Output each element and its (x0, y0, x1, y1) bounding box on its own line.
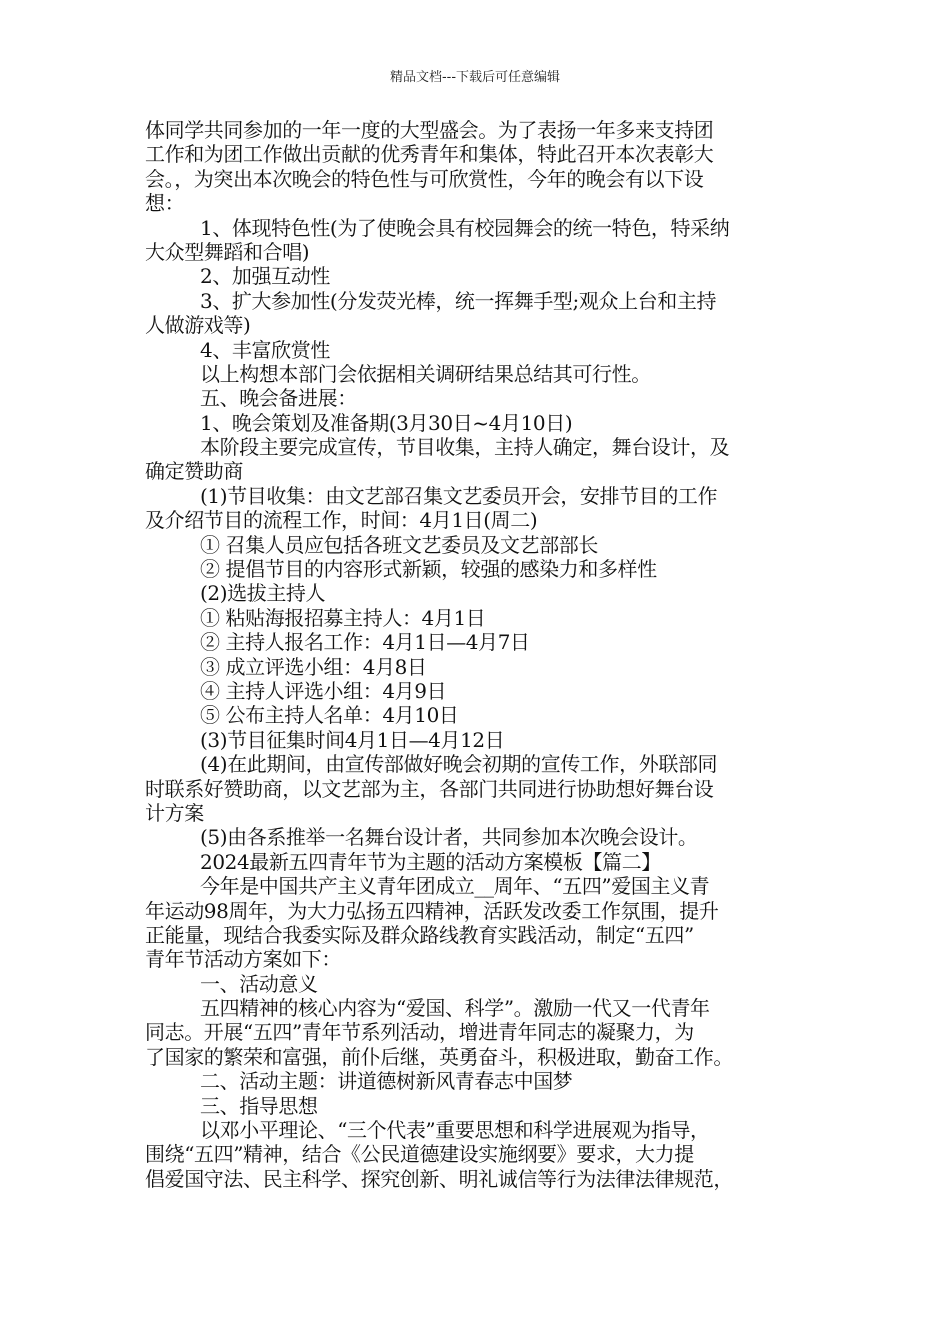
text-line: 3、扩大参加性(分发荧光棒，统一挥舞手型;观众上台和主持 (200, 288, 717, 313)
text-line: 一、活动意义 (200, 971, 318, 996)
text-line: 二、活动主题：讲道德树新风青春志中国梦 (200, 1069, 573, 1094)
text-line: 围绕“五四”精神，结合《公民道德建设实施纲要》要求，大力提 (145, 1142, 694, 1167)
text-line: (4)在此期间，由宣传部做好晚会初期的宣传工作，外联部同 (200, 752, 718, 777)
text-line: (1)节目收集：由文艺部召集文艺委员开会，安排节目的工作 (200, 483, 718, 508)
text-line: 以上构想本部门会依据相关调研结果总结其可行性。 (200, 361, 651, 386)
text-line: ② 提倡节目的内容形式新颖，较强的感染力和多样性 (200, 557, 657, 582)
text-line: 及介绍节目的流程工作，时间：4月1日(周二) (145, 508, 538, 533)
text-line: 时联系好赞助商，以文艺部为主，各部门共同进行协助想好舞台设 (145, 776, 714, 801)
document-body (145, 118, 830, 1191)
text-line: 会。，为突出本次晚会的特色性与可欣赏性，今年的晚会有以下设 (145, 166, 704, 191)
text-line: 以邓小平理论、“三个代表”重要思想和科学进展观为指导， (200, 1118, 710, 1143)
text-line: 了国家的繁荣和富强，前仆后继，英勇奋斗，积极进取，勤奋工作。 (145, 1044, 733, 1069)
text-line: 计方案 (145, 800, 204, 825)
text-line: 倡爱国守法、民主科学、探究创新、明礼诚信等行为法律法律规范， (145, 1166, 733, 1191)
text-line: 4、丰富欣赏性 (200, 337, 330, 362)
text-line: 五、晚会备进展： (200, 386, 357, 411)
text-line: 五四精神的核心内容为“爱国、科学”。激励一代又一代青年 (200, 996, 710, 1021)
text-line: ④ 主持人评选小组：4月9日 (200, 678, 447, 703)
text-line: 同志。开展“五四”青年节系列活动，增进青年同志的凝聚力，为 (145, 1020, 694, 1045)
text-line: ② 主持人报名工作：4月1日—4月7日 (200, 630, 530, 655)
text-line: (2)选拔主持人 (200, 581, 326, 606)
text-line: 青年节活动方案如下： (145, 947, 341, 972)
text-line: 想： (145, 191, 185, 216)
text-line: (5)由各系推举一名舞台设计者，共同参加本次晚会设计。 (200, 825, 698, 850)
text-line: 大众型舞蹈和合唱) (145, 239, 310, 264)
text-line: ③ 成立评选小组：4月8日 (200, 654, 427, 679)
text-line: 正能量，现结合我委实际及群众路线教育实践活动，制定“五四” (145, 922, 694, 947)
text-line: 本阶段主要完成宣传，节目收集，主持人确定，舞台设计，及 (200, 435, 730, 460)
text-line: 确定赞助商 (145, 459, 243, 484)
text-line: 2、加强互动性 (200, 264, 330, 289)
text-line: ① 粘贴海报招募主持人：4月1日 (200, 605, 486, 630)
text-line: ⑤ 公布主持人名单：4月10日 (200, 703, 459, 728)
page-header: 精品文档---下载后可任意编辑 (389, 70, 561, 85)
text-line: 1、体现特色性(为了使晚会具有校园舞会的统一特色，特采纳 (200, 215, 730, 240)
text-line: 工作和为团工作做出贡献的优秀青年和集体，特此召开本次表彰大 (145, 142, 714, 167)
text-line: 今年是中国共产主义青年团成立__周年、“五四”爱国主义青 (200, 874, 710, 899)
text-line: 2024最新五四青年节为主题的活动方案模板【篇二】 (200, 849, 661, 874)
text-line: 1、晚会策划及准备期(3月30日~4月10日) (200, 410, 573, 435)
text-line: 三、指导思想 (200, 1093, 318, 1118)
text-line: 体同学共同参加的一年一度的大型盛会。为了表扬一年多来支持团 (145, 118, 714, 142)
text-line: ① 召集人员应包括各班文艺委员及文艺部部长 (200, 532, 598, 557)
text-line: 年运动98周年，为大力弘扬五四精神，活跃发改委工作氛围，提升 (145, 898, 719, 923)
text-line: (3)节目征集时间4月1日—4月12日 (200, 727, 505, 752)
text-line: 人做游戏等) (145, 313, 251, 338)
